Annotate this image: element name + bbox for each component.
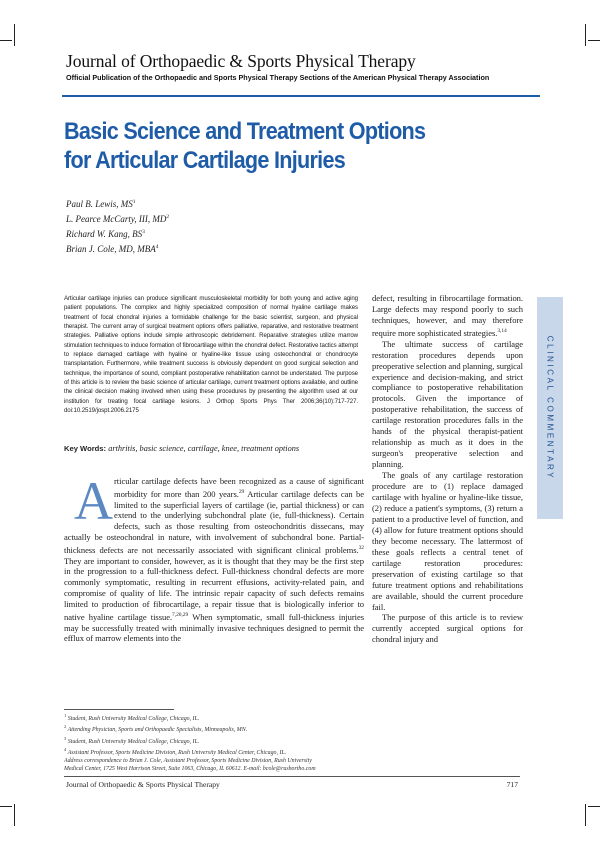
body-text: When symptomatic, small full-thickness injuries may be successfully treated with minimally invasive techniques designed to permit the efflux of marrow elements into the: [64, 611, 364, 644]
drop-cap: A: [74, 471, 113, 531]
footnotes: [64, 712, 366, 774]
correspondence-note: Address correspondence to Brian J. Cole, Assistant Professor, Sports Medicine Division, Rush University: [64, 758, 312, 765]
article-title-line-2: for Articular Cartilage Injuries: [64, 147, 346, 174]
author-affiliation-mark: 2: [166, 214, 170, 220]
abstract: Articular cartilage injuries can produce significant musculoskeletal morbidity for both young and active aging patient populations. The complex and highly specialized composition of normal hyaline cartilage makes treatment of focal chondral injuries a formidable challenge for the basic scientist, surgeon, and physical therapist. The current array of surgical treatment options offers palliative, reparative, and restorative treatment strategies. Palliative options include simple arthroscopic debridement. Reparative strategies utilize marrow stimulation techniques to induce formation of fibrocartilage within the chondral defect. Restorative tactics attempt to replace damaged cartilage with hyaline or hyaline-like tissue using osteochondral or chondrocyte transplantation. Furthermore, while treatment success is obviously dependent on good surgical selection and technique, the importance of sound, compliant postoperative rehabilitation cannot be understated. The purpose of this article is to review the basic science of articular cartilage, current treatment options available, and outline the clinical decision making involved when using these procedures by presenting the algorithm used at our institution for treating focal cartilage lesions. J Orthop Sports Phys Ther 2006;36(10):717-727. doi:10.2519/jospt.2006.2175: [64, 295, 358, 415]
body-text-right-column: [372, 293, 523, 645]
citation-ref: 7,20,29: [172, 611, 189, 618]
body-text: defect, resulting in fibrocartilage formation. Large defects may respond poorly to such techniques, however, and may therefore require more sophisticated strategies.: [372, 293, 523, 338]
crop-mark: [588, 40, 600, 41]
author: [66, 226, 169, 241]
citation-ref: 32: [358, 544, 364, 551]
crop-mark: [585, 804, 586, 826]
crop-mark: [585, 24, 586, 46]
article-title: [64, 117, 460, 175]
correspondence-note: Medical Center, 1725 West Harrison Street, Suite 1063, Chicago, IL 60612. E-mail: bcole@rushortho.com: [64, 766, 316, 773]
crop-mark: [14, 24, 15, 46]
footnote-text: Student, Rush University Medical College, Chicago, IL.: [67, 738, 200, 745]
citation-ref: 29: [238, 488, 245, 495]
footnote-mark: 3: [64, 735, 67, 741]
page-number: 717: [506, 780, 518, 789]
footnote: [64, 723, 366, 734]
footnote: [64, 746, 366, 757]
author-name: L. Pearce McCarty, III, MD: [66, 214, 167, 224]
author-name: Brian J. Cole, MD, MBA: [66, 244, 156, 254]
keywords-list: arthritis, basic science, cartilage, knee, treatment options: [108, 444, 300, 453]
author-name: Paul B. Lewis, MS: [66, 199, 133, 209]
footnote-text: Attending Physician, Sports and Orthopaedic Specialists, Minneapolis, MN.: [67, 727, 248, 734]
body-text: They are important to consider, however, as it is thought that they may be the first step in the progression to a full-thickness defect. Full-thickness chondral defects are more commonly symptomatic, resulting in recurrent effusions, activity-related pain, and compromise of quality of life. The intrinsic repair capacity of such defects remains limited to production of fibrocartilage, a repair tissue that is biologically inferior to native hyaline cartilage tissue.: [64, 555, 364, 622]
paragraph: The goals of any cartilage restoration procedure are to (1) replace damaged cartilage with hyaline or hyaline-like tissue, (2) reduce a patient's symptoms, (3) return a patient to a productive level of function, and (4) allow for future treatment options should they become necessary. The lattermost of these goals reflects a central tenet of cartilage restoration procedures: preservation of existing cartilage so that future treatment options and rehabilitations are available, should the current procedure fail.: [372, 470, 523, 612]
author-affiliation-mark: 1: [132, 199, 136, 205]
footnote-mark: 2: [64, 724, 67, 730]
body-text: Articular cartilage defects can be limited to the superficial layers of cartilage (ie, partial thickness) or can extend to the underlying subchondral plate (ie, full-thickness). Certain defects, such as those resulting from osteochondritis dissecans, may actually be osteochondral in nature, with involvement of subchondral bone. Partial-thickness defects are not necessarily associated with significant clinical problems.: [64, 488, 364, 555]
footnote-mark: 1: [64, 713, 67, 718]
keywords-label: Key Words:: [64, 444, 107, 453]
section-tab: [537, 297, 563, 519]
crop-mark: [14, 804, 15, 826]
paragraph: [372, 293, 523, 339]
paragraph: The purpose of this article is to review currently accepted surgical options for chondral injury and: [372, 612, 523, 645]
author-list: [66, 196, 169, 256]
journal-subtitle: Official Publication of the Orthopaedic and Sports Physical Therapy Sections of the American Physical Therapy Association: [66, 73, 490, 82]
footnote: [64, 712, 366, 723]
footer-journal-name: Journal of Orthopaedic & Sports Physical Therapy: [66, 780, 220, 789]
journal-header: [66, 51, 536, 82]
article-title-line-1: Basic Science and Treatment Options: [64, 118, 426, 145]
footer-rule: [64, 776, 520, 777]
crop-mark: [0, 40, 12, 41]
author: [66, 241, 169, 256]
author: [66, 211, 169, 226]
body-text-left-column: [64, 471, 364, 644]
footnote-text: Student, Rush University Medical College, Chicago, IL.: [67, 715, 200, 722]
author-name: Richard W. Kang, BS: [66, 229, 143, 239]
journal-title: Journal of Orthopaedic & Sports Physical Therapy: [66, 51, 416, 71]
author-affiliation-mark: 3: [142, 229, 145, 235]
footnote-rule: [64, 709, 174, 710]
crop-mark: [588, 806, 600, 807]
body-text: rticular cartilage defects have been recognized as a cause of significant morbidity for more than 200 years.: [114, 476, 364, 499]
header-rule: [62, 95, 540, 97]
crop-mark: [0, 806, 12, 807]
footnote-mark: 4: [64, 746, 67, 752]
keywords: [64, 444, 364, 453]
author-affiliation-mark: 4: [155, 244, 159, 250]
paragraph: The ultimate success of cartilage restoration procedures depends upon preoperative selection and planning, surgical experience and decision-making, and strict compliance to postoperative rehabilitation protocols. Given the importance of postoperative rehabilitation, the success of cartilage restoration procedures falls in the hands of the physical therapist-patient relationship as much as it does in the surgeon's preoperative selection and planning.: [372, 338, 523, 470]
author: [66, 196, 169, 211]
footnote-text: Assistant Professor, Sports Medicine Division, Rush University Medical Center, Chicago, IL.: [67, 749, 287, 756]
citation-ref: 3,14: [497, 327, 507, 334]
section-tab-label: CLINICAL COMMENTARY: [545, 335, 555, 481]
footnote: [64, 735, 366, 746]
